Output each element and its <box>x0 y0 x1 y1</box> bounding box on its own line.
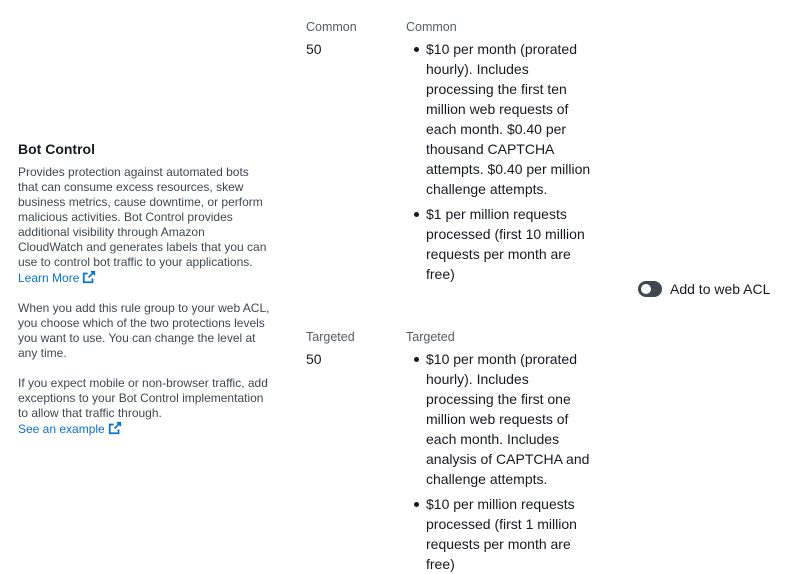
pricing-item: $10 per month (prorated hourly). Includes processing the first one million web requests of each month. Includes analysis of CAPTCHA and challenge attempts. <box>406 349 596 489</box>
learn-more-link[interactable]: Learn More <box>18 271 96 285</box>
see-example-link[interactable]: See an example <box>18 422 122 436</box>
rule-group-description <box>18 140 270 452</box>
toggle-knob <box>641 284 651 294</box>
toggle-label: Add to web ACL <box>670 281 771 297</box>
add-to-web-acl-toggle[interactable] <box>638 281 662 297</box>
pricing-label-targeted: Targeted <box>406 330 455 344</box>
rule-group-title: Bot Control <box>18 141 95 157</box>
external-link-icon <box>108 421 122 435</box>
add-to-web-acl-toggle-wrapper[interactable] <box>638 280 770 298</box>
description-paragraph-3: If you expect mobile or non-browser traffic, add exceptions to your Bot Control implementation to allow that traffic through. See an example <box>18 376 268 436</box>
description-paragraph-2: When you add this rule group to your web ACL, you choose which of the two protections levels you want to use. You can change the level at any time. <box>18 301 270 360</box>
pricing-item: $1 per million requests processed (first 10 million requests per month are free) <box>406 204 596 284</box>
pricing-list-targeted <box>406 349 596 574</box>
description-paragraph-1: Provides protection against automated bots that can consume excess resources, skew business metrics, cause downtime, or perform malicious activities. Bot Control provides additional visibility through Amazon CloudWatch and generates labels that you can use to control bot traffic to your applications. Learn More <box>18 165 267 285</box>
capacity-value-targeted: 50 <box>306 351 322 367</box>
pricing-item: $10 per million requests processed (first 1 million requests per month are free) <box>406 494 596 574</box>
pricing-list-common <box>406 39 596 289</box>
capacity-value-common: 50 <box>306 41 322 57</box>
capacity-label-targeted: Targeted <box>306 330 355 344</box>
external-link-icon <box>82 270 96 284</box>
capacity-label-common: Common <box>306 20 357 34</box>
pricing-label-common: Common <box>406 20 457 34</box>
pricing-item: $10 per month (prorated hourly). Includes processing the first ten million web requests of each month. $0.40 per thousand CAPTCHA attempts. $0.40 per million challenge attempts. <box>406 39 596 199</box>
